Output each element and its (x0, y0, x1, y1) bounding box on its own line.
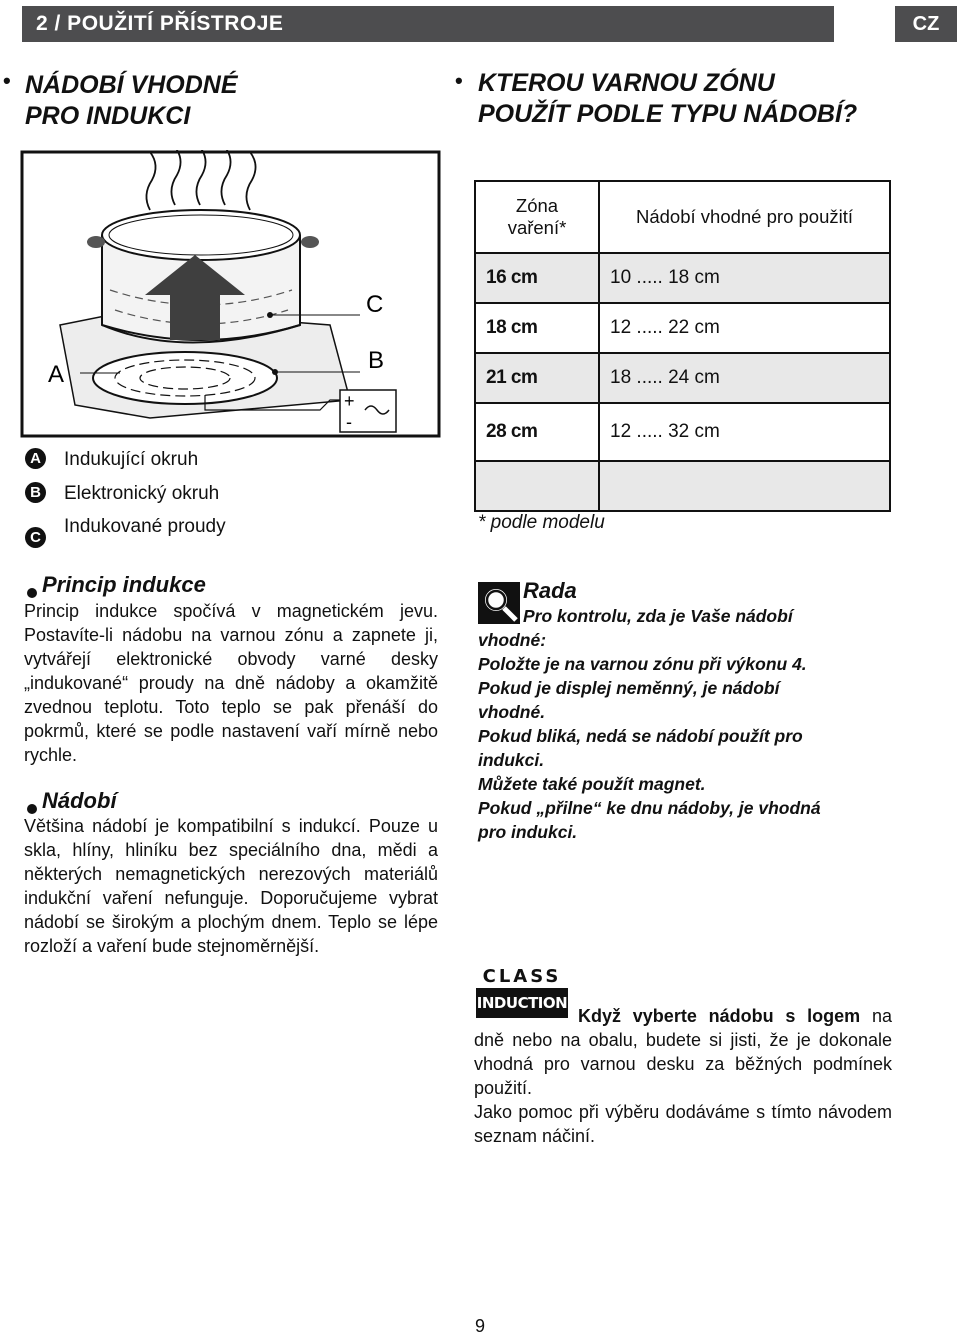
zone-cell: 18 cm (475, 303, 599, 353)
magnifier-icon (478, 582, 520, 624)
tip-line: vhodné. (478, 702, 546, 722)
section-bullet (27, 588, 37, 598)
class-induction-text-2: Jako pomoc při výběru dodáváme s tímto návodem seznam náčiní. (474, 1102, 892, 1146)
cookware-text: Většina nádobí je kompatibilní s indukcí. Pouze u skla, hlíny, hliníku bez speciálního dna, mědi a některých nemagnetických nerezových materiálů indukční vaření nefunguje. Doporučujeme vybrat nádobí se širokým a plochým dnem. Teplo se lépe rozloží a vaření bude stejnoměrnější. (24, 816, 438, 956)
induction-pot-diagram-icon (20, 150, 442, 440)
diagram-label-a: A (48, 361, 65, 388)
diagram-label-b: B (368, 347, 385, 374)
zone-header-line1: Zóna (515, 195, 559, 216)
plus-sign: + (344, 391, 355, 411)
tip-line: Pokud bliká, nedá se nádobí použít pro (478, 726, 803, 746)
table-footnote: * podle modelu (478, 512, 605, 533)
class-text-lead: Když vyberte nádobu s logem (578, 1006, 861, 1026)
zone-table (474, 180, 891, 512)
section-bullet (27, 804, 37, 814)
table-row (475, 461, 890, 511)
tip-line: Položte je na varnou zónu při výkonu 4. (478, 654, 807, 674)
tip-line: Pokud „přilne“ ke dnu nádoby, je vhodná (478, 798, 821, 818)
legend-badge-b: B (25, 482, 46, 503)
logo-bottom-text: INDUCTION (476, 988, 568, 1018)
tip-line: Pro kontrolu, zda je Vaše nádobí (523, 606, 793, 626)
zone-cell: 28 cm (475, 403, 599, 461)
range-cell: 10 ..... 18 cm (599, 253, 890, 303)
zone-cell (475, 461, 599, 511)
tip-line: indukci. (478, 750, 545, 770)
right-heading-line1: KTEROU VARNOU ZÓNU (478, 69, 775, 97)
range-cell: 12 ..... 32 cm (599, 403, 890, 461)
tip-title: Rada (523, 578, 577, 603)
range-cell (599, 461, 890, 511)
table-row (475, 303, 890, 353)
language-badge: CZ (895, 6, 957, 42)
legend-badge-c: C (25, 527, 46, 548)
diagram-label-c: C (366, 291, 384, 318)
page-number: 9 (474, 1316, 485, 1336)
minus-sign: - (346, 412, 352, 432)
class-induction-text (474, 1004, 892, 1100)
left-heading-line2: PRO INDUKCI (25, 102, 191, 130)
legend-badge-a: A (25, 448, 46, 469)
legend-item-c: Indukované proudy (64, 516, 226, 537)
zone-header-line2: vaření* (507, 217, 567, 238)
section-header: 2 / POUŽITÍ PŘÍSTROJE (22, 6, 834, 42)
tip-line: Pokud je displej neměnný, je nádobí (478, 678, 780, 698)
right-heading-line2: POUŽÍT PODLE TYPU NÁDOBÍ? (478, 100, 858, 128)
left-heading-line1: NÁDOBÍ VHODNÉ (25, 71, 238, 99)
table-row (475, 353, 890, 403)
legend-item-b: Elektronický okruh (64, 483, 220, 504)
heading-bullet: • (3, 68, 11, 93)
right-heading (478, 68, 857, 130)
heading-bullet: • (455, 68, 463, 93)
cookware-title: Nádobí (42, 788, 117, 813)
range-cell: 18 ..... 24 cm (599, 353, 890, 403)
cookware-column-header: Nádobí vhodné pro použití (599, 181, 890, 253)
tip-line: pro indukci. (478, 822, 578, 842)
table-row (475, 403, 890, 461)
table-row (475, 253, 890, 303)
zone-cell: 16 cm (475, 253, 599, 303)
tip-line: Můžete také použít magnet. (478, 774, 706, 794)
left-heading (25, 70, 238, 132)
range-cell: 12 ..... 22 cm (599, 303, 890, 353)
principle-text: Princip indukce spočívá v magnetickém jevu. Postavíte-li nádobu na varnou zónu a zapnete ji, vytvářejí elektronické obvody varné desky „indukované“ proudy na dně nádoby a okamžitě zvednou teplotu. Toto teplo se pak přenáší do pokrmů, které se podle nastavení vaří mírně nebo rychle. (24, 601, 438, 765)
zone-cell: 21 cm (475, 353, 599, 403)
table-header-row (475, 181, 890, 253)
class-text-rest: na dně nebo na obalu, budete si jisti, že je dokonale vhodná pro varnou desku za běžných podmínek použití. (474, 1006, 892, 1098)
principle-title: Princip indukce (42, 572, 206, 597)
zone-column-header (475, 181, 599, 253)
logo-top-text: CLASS (482, 966, 562, 987)
tip-line: vhodné: (478, 630, 547, 650)
legend-item-a: Indukující okruh (64, 449, 199, 470)
